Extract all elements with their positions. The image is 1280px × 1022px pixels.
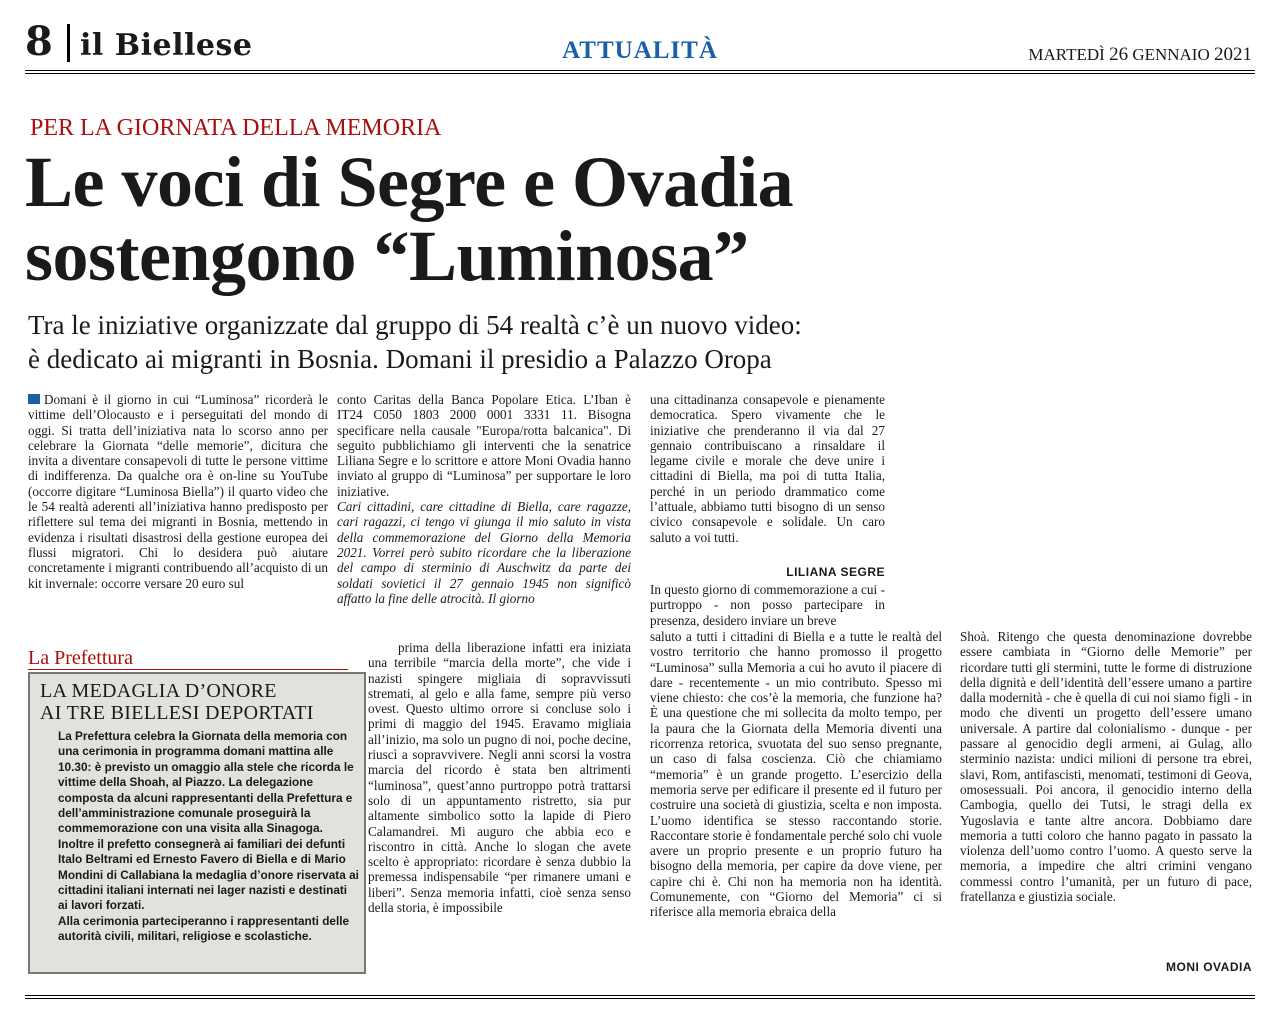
headline-line-2: sostengono “Luminosa” bbox=[25, 216, 749, 296]
sidebar-body-paragraph-2: Alla cerimonia parteciperanno i rappresentanti delle autorità civili, militari, religiose e scolastiche. bbox=[58, 913, 350, 944]
sidebar-title bbox=[40, 680, 350, 724]
column-4 bbox=[960, 629, 1252, 904]
sidebar-body bbox=[58, 729, 360, 945]
date-year: 2021 bbox=[1214, 44, 1252, 65]
col3-ovadia-cont: saluto a tutti i cittadini di Biella e a tutte le realtà del vostro territorio che hanno promosso il progetto “Luminosa” sulla Memoria a cui ho avuto il piacere di dare - recentemente - un mio contributo. Spesso mi viene chiesto: che cos’è la memoria, che funzione ha? È una questione che mi sollecita da molto tempo, per la paura che la Giornata della Memoria diventi una ricorrenza retorica, svuotata del suo senso pregnante, un caso di falsa coscienza. Ciò che chiamiamo “memoria” è un grande progetto. L’esercizio della memoria serve per edificare il presente ed il futuro per costruire una società di giustizia, scelta e non imposta. L’uomo identifica se stesso raccontando storie. Raccontare storie è fondamentale perché solo chi vuole avere un proprio presente e un proprio futuro ha bisogno della memoria, per capire da dove viene, per capire chi è. Chi non ha memoria non ha identità. Comunemente, con “Giorno del Memoria” ci si riferisce alla memoria ebraica della bbox=[650, 629, 942, 920]
subheadline-line-1: Tra le iniziative organizzate dal gruppo di 54 realtà c’è un nuovo video: bbox=[28, 310, 802, 340]
col3-segre-end: una cittadinanza consapevole e pienamente democratica. Spero vivamente che le iniziative che prenderanno il via dal 27 gennaio contribuiscano a rinsaldare il legame civile e morale che deve unire i cittadini di Biella, ma poi di tutta Italia, perché in un periodo drammatico come l’attuale, abbiamo tutti bisogno di un senso civico consapevole e solidale. Un caro saluto a voi tutti. bbox=[650, 392, 885, 545]
column-3 bbox=[650, 392, 885, 545]
footer-rule bbox=[25, 995, 1255, 996]
kicker: PER LA GIORNATA DELLA MEMORIA bbox=[30, 115, 442, 141]
column-3-ovadia-start bbox=[650, 582, 885, 628]
header-rule-2 bbox=[25, 73, 1255, 74]
column-2-continued bbox=[368, 640, 631, 915]
page-number: 8 bbox=[25, 18, 53, 65]
header-rule bbox=[25, 70, 1255, 71]
signature-ovadia: MONI OVADIA bbox=[1166, 960, 1252, 974]
col4-text: Shoà. Ritengo che questa denominazione dovrebbe essere cambiata in “Giorno delle Memorie” per ricordare tutti gli stermini, tutte le forme di distruzione della dignità e dell’identità dell’essere umano a partire dalla modernità - che è quella di cui noi siamo figli - in modo che diventi un progetto dell’essere umano universale. A partire dal colonialismo - dunque - per passare al genocidio degli armeni, ai Gulag, allo sterminio nazista: undici milioni di persone tra ebrei, slavi, Rom, antifascisti, menomati, testimoni di Geova, omosessuali. Poi ancora, il genocidio interno della Cambogia, quello dei Tutsi, le stragi della ex Yugoslavia e tante altre ancora. Dobbiamo dare memoria a tutti coloro che hanno pagato in passato la violenza dell’uomo contro l’uomo. A questo serve la memoria, a impedire che altri crimini vengano commessi contro l’umanità, per un futuro di pace, fratellanza e giustizia sociale. bbox=[960, 629, 1252, 905]
column-1 bbox=[28, 392, 328, 591]
sidebar-title-line-2: AI TRE BIELLESI DEPORTATI bbox=[40, 702, 314, 724]
subheadline-line-2: è dedicato ai migranti in Bosnia. Domani il presidio a Palazzo Oropa bbox=[28, 344, 772, 374]
sidebar-rule bbox=[28, 669, 348, 670]
subheadline bbox=[28, 308, 1258, 376]
col2-intro: conto Caritas della Banca Popolare Etica. L’Iban è IT24 C050 1803 2000 0001 3331 11. Bisogna specificare nella causale "Europa/rotta balcanica". Di seguito pubblichiamo gli interventi che la senatrice Liliana Segre e lo scrittore e attore Moni Ovadia hanno inviato al gruppo di “Luminosa” per supportare le loro iniziative. bbox=[337, 392, 631, 499]
section-title: ATTUALITÀ bbox=[562, 37, 718, 64]
col1-text: Domani è il giorno in cui “Luminosa” ricorderà le vittime dell’Olocausto e i perseguitati del mondo di oggi. Si tratta dell’iniziativa nata lo scorso anno per celebrare la Giornata “delle memorie”, dicitura che invita a diventare consapevoli di tutte le persone vittime di indifferenza. Da qualche ora è on-line su YouTube (occorre digitare “Luminosa Biella”) il quarto video che le 54 realtà aderenti all’iniziativa hanno predisposto per riflettere sul tema dei migranti in Bosnia, mettendo in evidenza i risultati disastrosi della gestione europea dei flussi migratori. Chi lo desidera può aiutare concretamente i migranti contribuendo all’acquisto di un kit invernale: occorre versare 20 euro sul bbox=[28, 392, 328, 591]
issue-date bbox=[1028, 44, 1252, 66]
headline-line-1: Le voci di Segre e Ovadia bbox=[25, 142, 794, 222]
masthead-logo: il Biellese bbox=[80, 28, 253, 63]
footer-rule-2 bbox=[25, 998, 1255, 999]
col2-letter-cont: prima della liberazione infatti era iniziata una terribile “marcia della morte”, che vide i nazisti spingere migliaia di sopravvissuti stremati, al gelo e alla fame, sempre più verso ovest. Questo ultimo orrore si concluse solo i primi di maggio del 1945. Eravamo migliaia all’inizio, ma solo un pugno di noi, poche decine, riuscì a sopravvivere. Negli anni scorsi la vostra marcia del ricordo è stata ben altrimenti “luminosa”, quest’anno purtroppo potrà trattarsi solo di un appuntamento ristretto, sia pur altamente simbolico sotto la lapide di Piero Calamandrei. Mi auguro che abbia eco e riscontro in città. Anche lo slogan che avete scelto è appropriato: ricordare è senza dubbio la premessa indispensabile “per rimanere umani e liberi”. Senza memoria infatti, cioè senza senso della storia, è impossibile bbox=[368, 640, 631, 916]
date-num: 26 bbox=[1109, 44, 1129, 65]
column-3-continued bbox=[650, 629, 942, 920]
headline bbox=[25, 142, 1255, 296]
column-2 bbox=[337, 392, 631, 606]
col2-letter-start: Cari cittadini, care cittadine di Biella, care ragazze, cari ragazzi, ci tengo vi giunga il mio saluto in vista della commemorazione del Giorno della Memoria 2021. Vorrei però subito ricordare che la liberazione del campo di sterminio di Auschwitz da parte dei soldati sovietici il 27 gennaio 1945 non significò affatto la fine delle atrocità. Il giorno bbox=[337, 499, 631, 606]
sidebar-body-paragraph-1: La Prefettura celebra la Giornata della memoria con una cerimonia in programma domani mattina alle 10.30: è previsto un omaggio alla stele che ricorda le vittime della Shoah, al Piazzo. La delegazione composta da alcuni rappresentanti della Prefettura e dell’amministrazione comunale proseguirà la commemorazione con una visita alla Sinagoga. Inoltre il prefetto consegnerà ai familiari dei defunti Italo Beltrami ed Ernesto Favero di Biella e di Mario Mondini di Callabiana la medaglia d’onore riservata ai cittadini italiani internati nei lager nazisti e destinati ai lavori forzati. bbox=[58, 729, 359, 913]
col3-ovadia-start: In questo giorno di commemorazione a cui - purtroppo - non posso partecipare in presenza, desidero inviare un breve bbox=[650, 582, 885, 628]
date-month: GENNAIO bbox=[1132, 45, 1210, 64]
signature-segre: LILIANA SEGRE bbox=[786, 565, 885, 579]
sidebar-title-line-1: LA MEDAGLIA D’ONORE bbox=[40, 680, 277, 702]
date-day: MARTEDÌ bbox=[1028, 45, 1105, 64]
section-marker-icon bbox=[28, 394, 40, 404]
sidebar-label: La Prefettura bbox=[28, 647, 133, 669]
